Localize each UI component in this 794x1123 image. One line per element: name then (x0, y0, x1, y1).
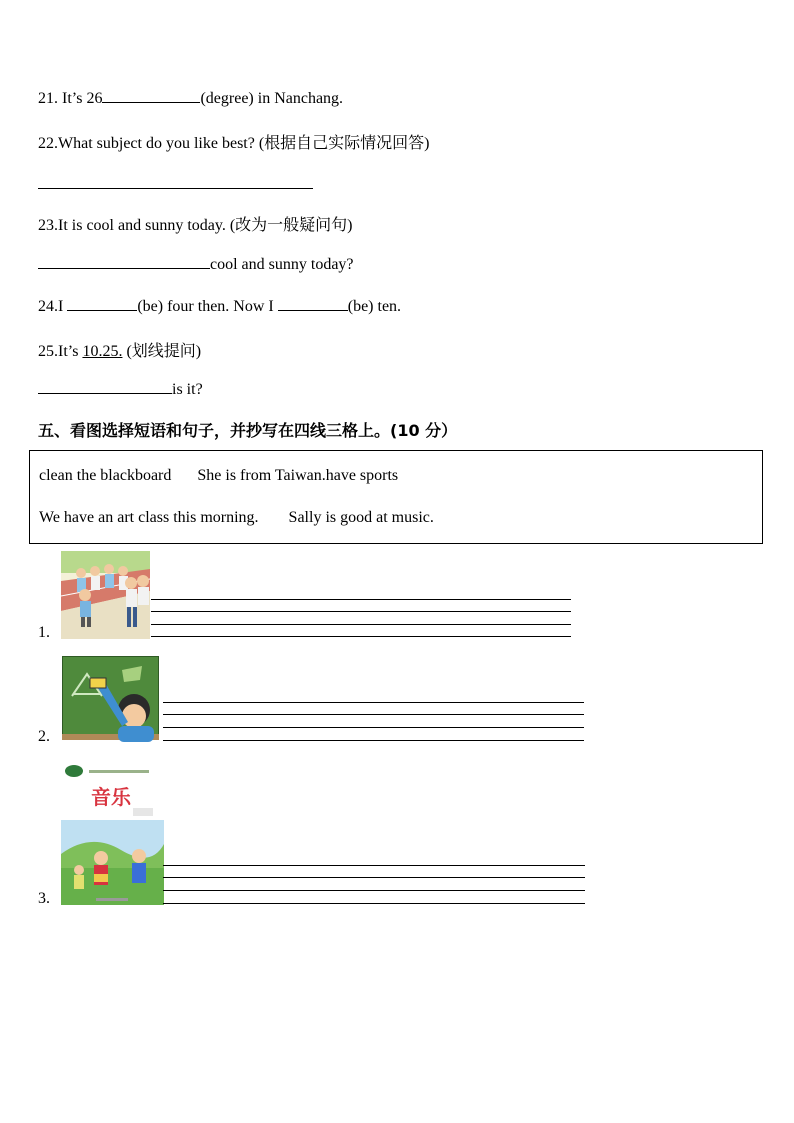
writing-line[interactable] (151, 611, 571, 612)
writing-line[interactable] (163, 702, 584, 703)
question-25-prefix: 25.It’s (38, 343, 83, 360)
answer-25-suffix: is it? (172, 381, 203, 398)
answer-blank-24a[interactable] (67, 296, 137, 311)
answer-23 (38, 254, 354, 274)
picture-2-number: 2. (38, 728, 50, 745)
question-25-suffix: (划线提问) (122, 343, 202, 360)
phrase-art-class: We have an art class this morning. (39, 509, 259, 526)
writing-line[interactable] (163, 740, 584, 741)
answer-23-suffix: cool and sunny today? (210, 256, 354, 273)
writing-line[interactable] (163, 865, 585, 866)
question-24-prefix: 24.I (38, 298, 68, 315)
question-21-suffix: (degree) in Nanchang. (200, 90, 344, 107)
answer-blank-24b[interactable] (278, 296, 348, 311)
question-22 (38, 130, 430, 153)
answer-25 (38, 379, 203, 399)
phrase-row-1 (39, 467, 398, 485)
boy-cleaning-blackboard-picture (62, 656, 159, 742)
question-24-middle: (be) four then. Now I (137, 298, 278, 315)
writing-line[interactable] (163, 714, 584, 715)
question-21-prefix: 21. It’s 26 (38, 90, 103, 107)
answer-line-22[interactable] (38, 188, 313, 189)
phrase-taiwan-sports: She is from Taiwan.have sports (197, 467, 399, 484)
book-title: 音乐 (91, 785, 131, 809)
music-textbook-cover-picture (61, 762, 164, 905)
writing-line[interactable] (163, 877, 585, 878)
writing-line[interactable] (163, 903, 585, 904)
children-sports-picture (61, 551, 150, 639)
question-22-text: 22.What subject do you like best? (根据自己实际情况回答) (38, 135, 430, 152)
answer-blank-21[interactable] (102, 88, 200, 103)
question-25 (38, 338, 201, 361)
writing-line[interactable] (163, 727, 584, 728)
answer-blank-25[interactable] (38, 379, 172, 394)
answer-blank-23[interactable] (38, 254, 210, 269)
question-24 (38, 296, 401, 316)
question-23 (38, 212, 353, 235)
writing-line[interactable] (151, 599, 571, 600)
section-5-heading: 五、看图选择短语和句子，并抄写在四线三格上。(10 分） (38, 421, 458, 440)
writing-line[interactable] (151, 624, 571, 625)
writing-line[interactable] (151, 636, 571, 637)
question-23-text: 23.It is cool and sunny today. (改为一般疑问句) (38, 217, 353, 234)
phrase-sally-music: Sally is good at music. (288, 509, 434, 526)
question-24-suffix: (be) ten. (347, 298, 402, 315)
picture-1-number: 1. (38, 624, 50, 641)
writing-line[interactable] (163, 890, 585, 891)
phrase-row-2 (39, 509, 434, 527)
picture-3-number: 3. (38, 890, 50, 907)
question-25-underlined: 10.25. (82, 343, 123, 360)
phrase-clean-blackboard: clean the blackboard (39, 467, 172, 484)
question-21 (38, 88, 343, 108)
phrase-box (29, 450, 763, 544)
